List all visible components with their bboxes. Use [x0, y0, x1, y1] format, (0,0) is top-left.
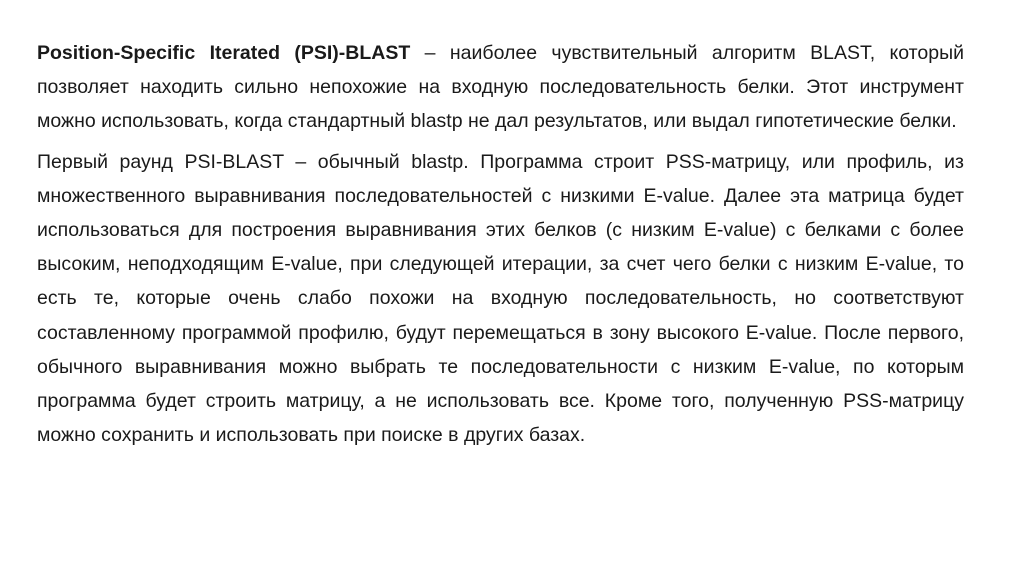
term-psi-blast: Position-Specific Iterated (PSI)-BLAST [37, 42, 411, 64]
paragraph-intro-text: – наиболее чувствительный алгоритм BLAST, который позволяет находить сильно непохожие на входную последовательность белки. Этот инструмент можно использовать, когда стандартный blastp не дал результатов, или выдал гипотетические белки. [37, 42, 964, 133]
slide-content [37, 36, 964, 452]
paragraph-first-round: Первый раунд PSI-BLAST – обычный blastp. Программа строит PSS-матрицу, или профиль, из множественного выравнивания последовательностей с низкими E-value. Далее эта матрица будет использоваться для построения выравнивания этих белков (с низким E-value) с белками с более высоким, неподходящим E-value, при следующей итерации, за счет чего белки с низким E-value, то есть те, которые очень слабо похожи на входную последовательность, но соответствуют составленному программой профилю, будут перемещаться в зону высокого E-value. После первого, обычного выравнивания можно выбрать те последовательности с низким E-value, по которым программа будет строить матрицу, а не использовать все. Кроме того, полученную PSS-матрицу можно сохранить и использовать при поиске в других базах. [37, 150, 964, 447]
paragraph-intro [37, 36, 964, 139]
